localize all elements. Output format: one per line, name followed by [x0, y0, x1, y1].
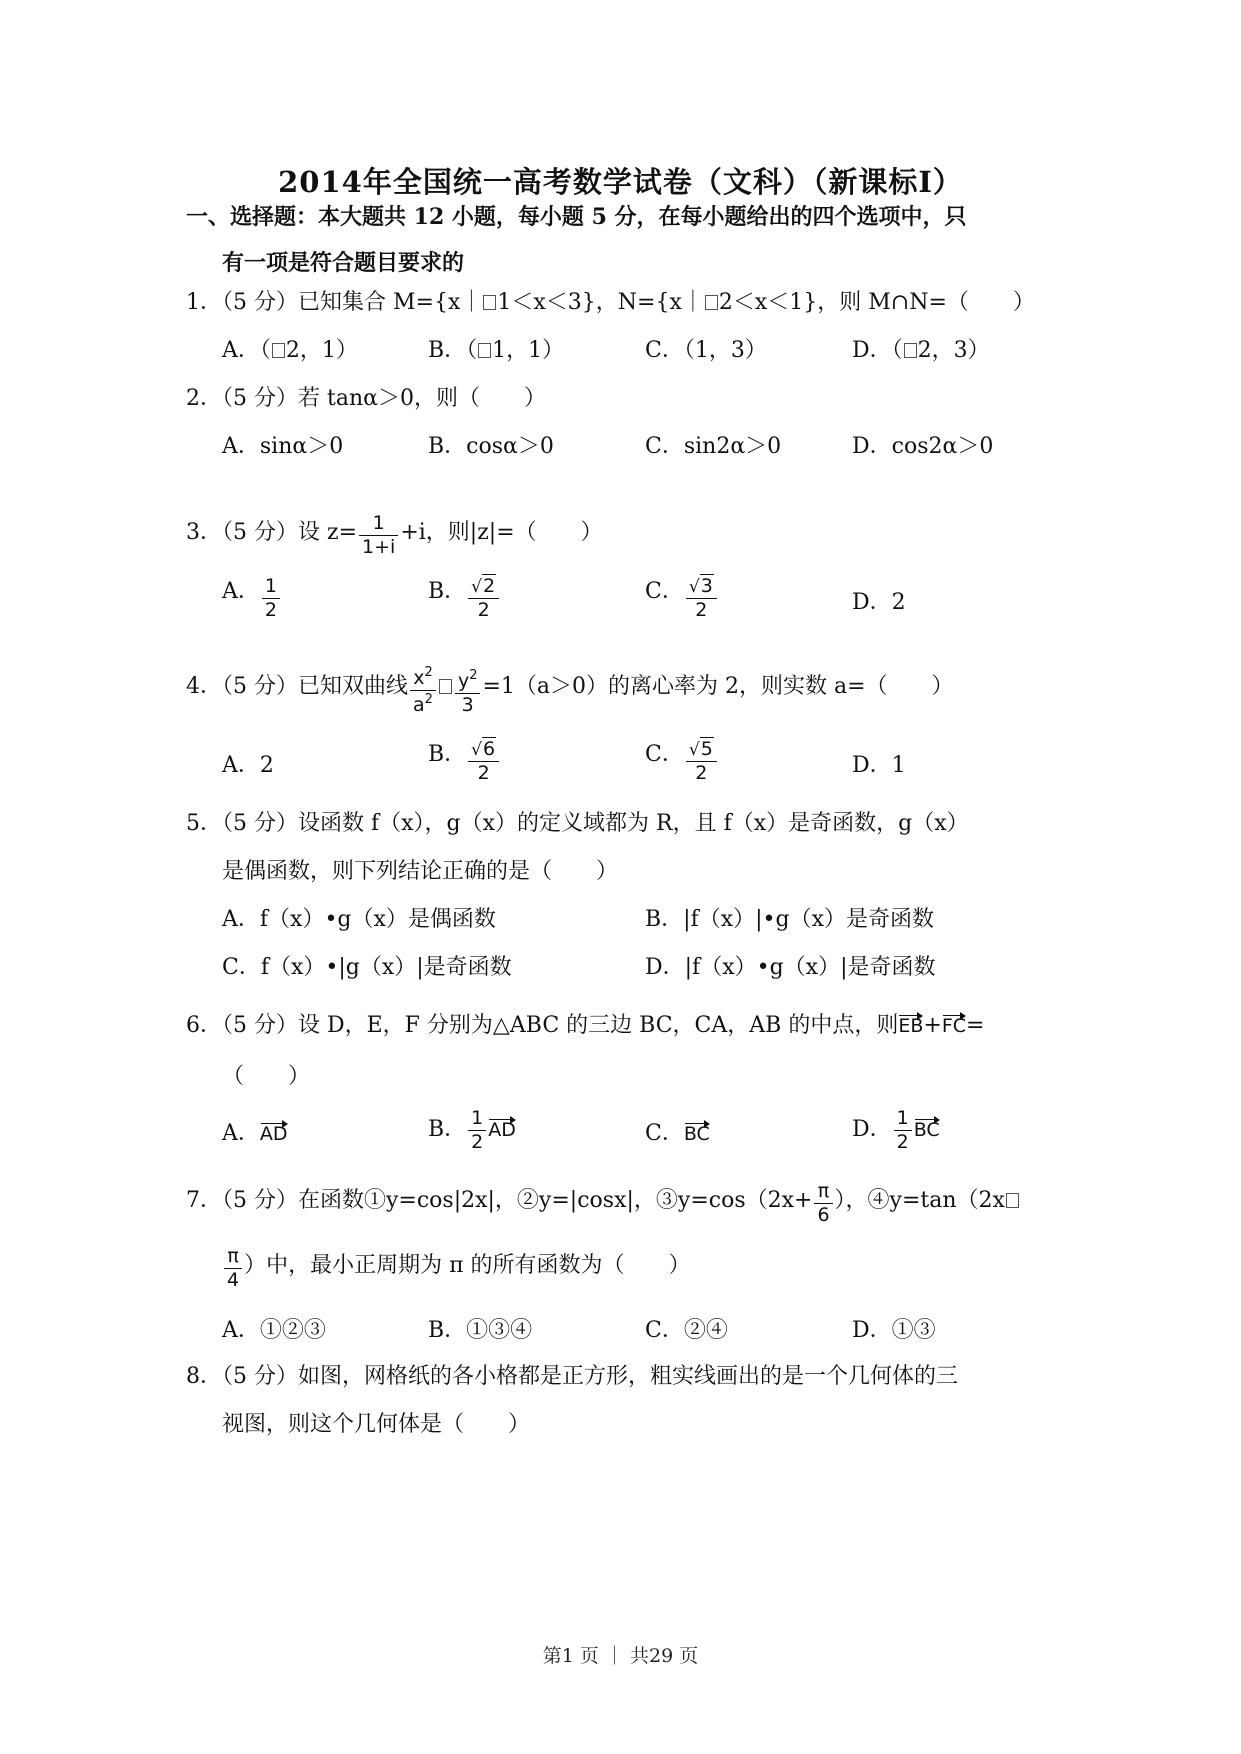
q4-fraction-x-over-a [410, 666, 436, 715]
question-6-stem-line2: （ ） [222, 1064, 311, 1089]
sqrt-symbol: √5 [688, 738, 713, 760]
q6-option-b-fraction [468, 1109, 486, 1152]
q7-option-b: B．①③④ [428, 1318, 533, 1343]
minus-placeholder-glyph [478, 343, 491, 358]
q4-stem-part-b: =1（a＞0）的离心率为 2，则实数 a=（ ） [482, 674, 954, 699]
vector-bc: BC [683, 1123, 710, 1145]
q6-option-b-label: B． [428, 1117, 467, 1142]
fraction-denominator: 2 [695, 762, 708, 784]
fraction-denominator: 2 [477, 762, 490, 784]
fraction-denominator: 2 [695, 599, 708, 621]
q1-stem-part-a: 1．（5 分）已知集合 M={x｜ [186, 290, 483, 315]
fraction-denominator: 2 [264, 599, 277, 621]
q4-option-c-label: C． [645, 742, 684, 767]
q3-stem-part-a: 3．（5 分）设 z= [186, 520, 358, 545]
q3-option-a-fraction [262, 577, 280, 620]
fraction-denominator: 2 [477, 599, 490, 621]
fraction-numerator: π [814, 1182, 832, 1204]
question-8-stem-line1: 8．（5 分）如图，网格纸的各小格都是正方形，粗实线画出的是一个几何体的三 [186, 1364, 958, 1389]
q6-option-c [645, 1121, 710, 1145]
q6-option-b [428, 1109, 516, 1152]
vector-fc: FC [941, 1015, 967, 1037]
fraction-denominator: 3 [461, 694, 474, 716]
sqrt-symbol: √2 [471, 575, 496, 597]
q6-stem-part-a: 6．（5 分）设 D，E，F 分别为△ABC 的三边 BC，CA，AB 的中点，则 [186, 1013, 899, 1038]
q3-option-c-fraction [686, 577, 717, 620]
q2-option-a: A．sinα＞0 [222, 434, 344, 459]
q4-stem-part-a: 4．（5 分）已知双曲线 [186, 674, 408, 699]
question-6-stem [186, 1013, 984, 1037]
q6-option-d-label: D． [852, 1117, 892, 1142]
question-8-stem-line2: 视图，则这个几何体是（ ） [222, 1412, 531, 1437]
vector-bc: BC [913, 1119, 940, 1141]
fraction-denominator: 6 [817, 1204, 830, 1226]
q3-option-b [428, 577, 501, 620]
q4-fraction-y-over-3 [455, 669, 481, 715]
q4-option-d: D．1 [852, 753, 906, 778]
radicand: 2 [483, 575, 496, 597]
exponent: 2 [469, 668, 478, 683]
fraction-numerator [468, 577, 499, 599]
sqrt-symbol: √3 [688, 575, 713, 597]
q6-option-d-fraction [894, 1109, 912, 1152]
radicand: 6 [483, 738, 496, 760]
vector-ad: AD [259, 1123, 288, 1145]
q4-option-c [645, 740, 719, 783]
radicand: 3 [700, 575, 713, 597]
q3-option-d: D．2 [852, 590, 906, 615]
q3-fraction-denominator: 1+i [362, 536, 396, 558]
minus-placeholder-glyph [483, 295, 496, 310]
q2-option-d: D．cos2α＞0 [852, 434, 994, 459]
q6-option-c-label: C． [645, 1121, 684, 1146]
q4-option-b [428, 740, 501, 783]
question-7-stem-line2 [222, 1247, 691, 1290]
q7-fraction-pi-over-4 [224, 1247, 242, 1290]
page-title: 2014年全国统一高考数学试卷（文科）（新课标I） [278, 165, 963, 199]
minus-placeholder-glyph [904, 343, 917, 358]
q3-stem-part-b: +i，则|z|=（ ） [400, 520, 603, 545]
fraction-numerator [410, 666, 436, 691]
question-4-stem [186, 666, 954, 715]
q6-option-a [222, 1121, 288, 1145]
q1-option-a-post: 2，1） [285, 338, 358, 363]
q4-option-c-fraction [686, 740, 717, 783]
q1-option-b-pre: B．（ [428, 338, 478, 363]
q7-stem-part-a: 7．（5 分）在函数①y=cos|2x|，②y=|cosx|，③y=cos（2x+ [186, 1188, 813, 1213]
fraction-numerator: 1 [894, 1109, 912, 1131]
q7-option-c: C．②④ [645, 1318, 728, 1343]
q5-option-a: A．f（x）•g（x）是偶函数 [222, 907, 496, 932]
vector-eb: EB [898, 1015, 924, 1037]
minus-placeholder-glyph [705, 295, 718, 310]
minus-placeholder-glyph [439, 679, 452, 694]
q1-option-d [852, 340, 990, 362]
section-heading-line2: 有一项是符合题目要求的 [222, 250, 465, 276]
fraction-numerator [686, 740, 717, 762]
denominator-base: a [413, 694, 425, 716]
q4-option-a: A．2 [222, 753, 274, 778]
question-2-stem: 2．（5 分）若 tanα＞0，则（ ） [186, 386, 546, 411]
fraction-numerator [468, 740, 499, 762]
fraction-numerator: π [224, 1247, 242, 1269]
exponent: 2 [424, 665, 433, 680]
q3-option-a-label: A． [222, 579, 260, 604]
q5-option-b: B．|f（x）|•g（x）是奇函数 [645, 907, 935, 932]
minus-placeholder-glyph [272, 343, 285, 358]
q6-option-d [852, 1109, 940, 1152]
plus-sign: + [923, 1013, 942, 1038]
q3-option-b-fraction [468, 577, 499, 620]
fraction-denominator: 2 [471, 1131, 484, 1153]
fraction-denominator [410, 691, 436, 715]
q5-option-c: C．f（x）•|g（x）|是奇函数 [222, 955, 512, 980]
q1-option-a [222, 340, 358, 362]
q3-fraction [359, 514, 398, 557]
q1-option-a-pre: A．（ [222, 338, 271, 363]
q4-option-b-label: B． [428, 742, 467, 767]
q5-option-d: D．|f（x）•g（x）|是奇函数 [645, 955, 936, 980]
vector-ad: AD [488, 1119, 516, 1141]
minus-placeholder-glyph [1006, 1193, 1019, 1208]
question-3-stem [186, 514, 603, 557]
q7-stem-part-c: ）中，最小正周期为 π 的所有函数为（ ） [244, 1253, 691, 1278]
q7-stem-part-b: ），④y=tan（2x [834, 1188, 1005, 1213]
q1-option-b-post: 1，1） [492, 338, 565, 363]
q1-stem-part-c: 2＜x＜1}，则 M∩N=（ ） [718, 290, 1035, 315]
sqrt-symbol: √6 [471, 738, 496, 760]
fraction-denominator: 2 [896, 1131, 909, 1153]
q7-fraction-pi-over-6 [814, 1182, 832, 1225]
numerator-base: x [413, 667, 425, 689]
equals-sign: = [966, 1013, 985, 1038]
question-7-stem [186, 1182, 1020, 1225]
q3-option-b-label: B． [428, 579, 467, 604]
q1-option-c: C．（1，3） [645, 338, 767, 363]
q1-stem-part-b: 1＜x＜3}，N={x｜ [497, 290, 704, 315]
q3-fraction-numerator: 1 [359, 514, 398, 536]
question-1-stem [186, 292, 1035, 314]
question-5-stem-line2: 是偶函数，则下列结论正确的是（ ） [222, 859, 619, 884]
fraction-numerator [686, 577, 717, 599]
q1-option-d-pre: D．（ [852, 338, 903, 363]
q7-option-a: A．①②③ [222, 1318, 326, 1343]
radicand: 5 [700, 738, 713, 760]
q2-option-b: B．cosα＞0 [428, 434, 554, 459]
q3-option-c [645, 577, 719, 620]
fraction-numerator: 1 [468, 1109, 486, 1131]
page-footer: 第1 页 ｜ 共29 页 [542, 1645, 699, 1667]
fraction-denominator: 4 [227, 1269, 240, 1291]
fraction-numerator [455, 669, 481, 694]
q6-option-a-label: A． [222, 1121, 260, 1146]
q1-option-d-post: 2，3） [917, 338, 990, 363]
section-heading-line1: 一、选择题：本大题共 12 小题，每小题 5 分，在每小题给出的四个选项中，只 [186, 204, 967, 230]
q3-option-c-label: C． [645, 579, 684, 604]
q7-option-d: D．①③ [852, 1318, 936, 1343]
question-5-stem-line1: 5．（5 分）设函数 f（x），g（x）的定义域都为 R，且 f（x）是奇函数，g（x） [186, 811, 969, 836]
q4-option-b-fraction [468, 740, 499, 783]
exponent: 2 [424, 692, 433, 707]
fraction-numerator: 1 [262, 577, 280, 599]
numerator-base: y [457, 670, 470, 692]
q3-option-a [222, 577, 282, 620]
q2-option-c: C．sin2α＞0 [645, 434, 782, 459]
q1-option-b [428, 340, 564, 362]
